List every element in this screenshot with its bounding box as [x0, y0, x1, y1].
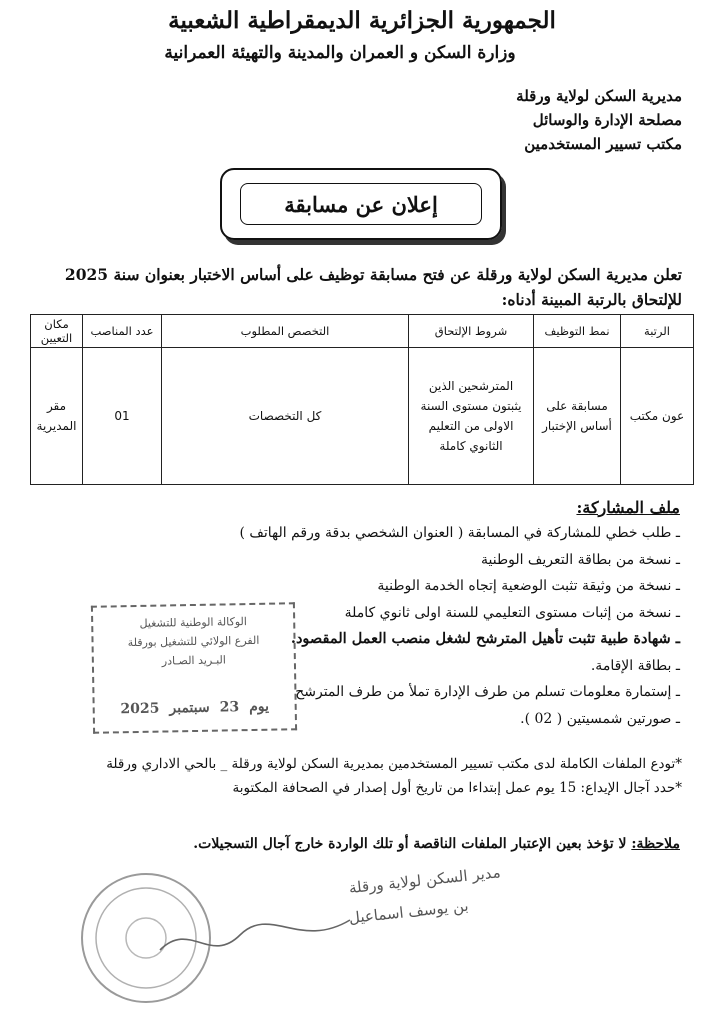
note-label: ملاحظة:: [631, 836, 680, 852]
cell-location: مقر المديرية: [31, 348, 83, 485]
stamp-month: سبتمبر: [169, 699, 210, 717]
intro-line-1: تعلن مديرية السكن لولاية ورقلة عن فتح مسابقة توظيف على أساس الاختبار بعنوان سنة 2025: [64, 265, 682, 284]
republic-title: الجمهورية الجزائرية الديمقراطية الشعبية: [168, 7, 556, 34]
intro-line-2: للإلتحاق بالرتبة المبينة أدناه:: [501, 290, 682, 309]
stamp-line-3: البـريد الصـادر: [161, 653, 227, 668]
positions-table: [30, 314, 694, 485]
header-specialty: التخصص المطلوب: [162, 315, 409, 348]
dossier-title: ملف المشاركة:: [576, 498, 680, 517]
header-conditions: شروط الإلتحاق: [409, 315, 534, 348]
announcement-frame: [220, 168, 502, 240]
signature-name: بن يوسف اسماعيل: [348, 896, 470, 928]
list-item: ـ نسخة من إثبات مستوى التعليمي للسنة اولى ثانوي كاملة: [344, 604, 680, 621]
stamp-year: 2025: [120, 700, 160, 718]
cell-conditions: المترشحين الذين يثبتون مستوى السنة الاولى من التعليم الثانوي كاملة: [409, 348, 534, 485]
stamp-day-label: يوم: [248, 698, 270, 716]
list-item: ـ نسخة من بطاقة التعريف الوطنية: [480, 551, 680, 568]
ministry-name: وزارة السكن و العمران والمدينة والتهيئة العمرانية: [164, 43, 516, 63]
announcement-title: إعلان عن مسابقة: [240, 183, 482, 225]
header-mode: نمط التوظيف: [534, 315, 621, 348]
list-item: ـ طلب خطي للمشاركة في المسابقة ( العنوان الشخصي بدقة ورقم الهاتف ): [239, 525, 680, 541]
signature-title: مدير السكن لولاية ورقلة: [348, 863, 502, 898]
cell-mode: مسابقة على أساس الإختبار: [534, 348, 621, 485]
cell-grade: عون مكتب: [621, 348, 694, 485]
stamp-date: [95, 698, 295, 717]
list-item: ـ صورتين شمسيتين ( 02 ).: [520, 710, 680, 727]
reception-stamp: [91, 602, 297, 734]
cell-posts: 01: [83, 348, 162, 485]
table-header-row: [31, 315, 694, 348]
list-item: ـ إستمارة معلومات تسلم من طرف الإدارة تملأ من طرف المترشح: [295, 684, 680, 700]
list-item: ـ بطاقة الإقامة.: [590, 657, 680, 674]
deposit-line-1: *تودع الملفات الكاملة لدى مكتب تسيير المستخدمين بمديرية السكن لولاية ورقلة _ بالحي الاداري ورقلة: [106, 756, 682, 772]
header-grade: الرتبة: [621, 315, 694, 348]
office-name: مكتب تسيير المستخدمين: [524, 135, 682, 153]
header-location: مكان التعيين: [31, 315, 83, 348]
intro-text: [42, 262, 682, 312]
table-row: [31, 348, 694, 485]
service-name: مصلحة الإدارة والوسائل: [532, 111, 682, 129]
list-item: ـ نسخة من وثيقة تثبت الوضعية إتجاه الخدمة الوطنية: [377, 578, 680, 594]
directorate-name: مديرية السكن لولاية ورقلة: [516, 87, 682, 105]
note: [60, 836, 680, 852]
director-signature: [150, 863, 502, 970]
stamp-day: 23: [219, 699, 240, 716]
list-item: ـ شهادة طبية تثبت تأهيل المترشح لشغل منصب العمل المقصود.: [290, 630, 680, 647]
header-posts: عدد المناصب: [83, 315, 162, 348]
cell-specialty: كل التخصصات: [162, 348, 409, 485]
stamp-line-1: الوكالة الوطنية للتشغيل: [139, 615, 247, 630]
note-text: لا تؤخذ بعين الإعتبار الملفات الناقصة أو تلك الواردة خارج آجال التسجيلات.: [193, 836, 627, 852]
stamp-line-2: الفرع الولائي للتشغيل بورقلة: [127, 633, 260, 650]
deposit-line-2: *حدد آجال الإيداع: 15 يوم عمل إبتداءا من تاريخ أول إصدار في الصحافة المكتوبة: [232, 780, 682, 796]
deposit-info: [42, 752, 682, 800]
